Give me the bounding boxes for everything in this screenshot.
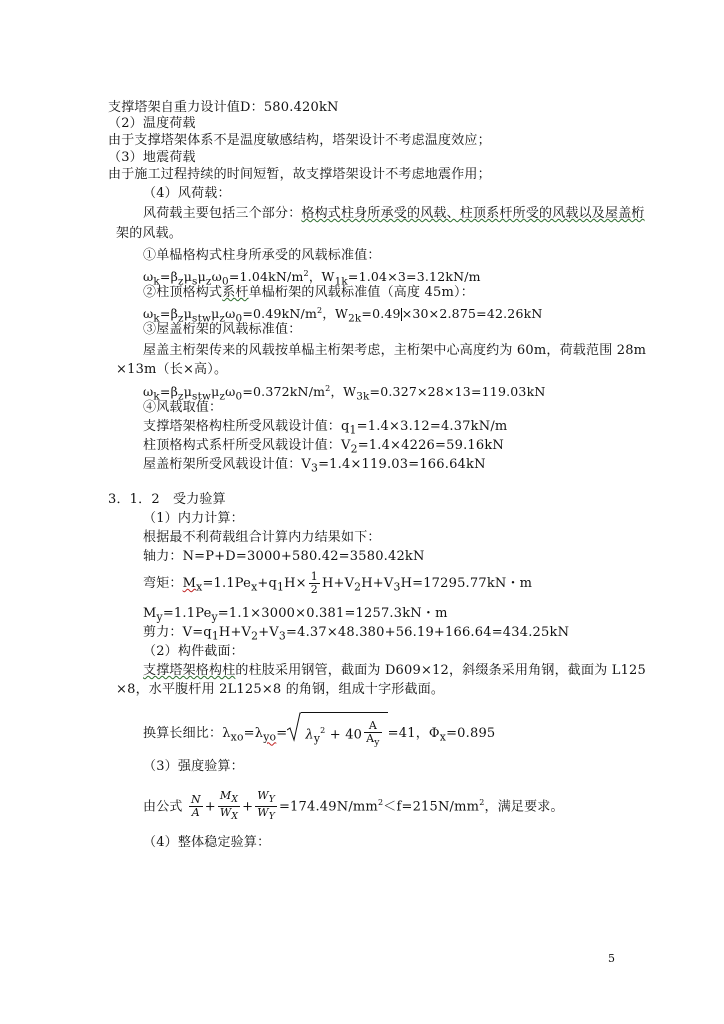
symbol: H× xyxy=(284,576,307,591)
symbol: ω xyxy=(225,306,236,322)
text: 支撑塔架自重力设计值D：580.420kN xyxy=(108,100,339,115)
symbol: H+V xyxy=(321,576,355,591)
text: ①单榀格构式柱身所承受的风载标准值： xyxy=(143,248,381,263)
subscript: 3 xyxy=(393,580,401,594)
numerator: A xyxy=(364,720,382,733)
text: 的柱肢采用钢管，截面为 D609×12，斜缀条采用角钢，截面为 L125 xyxy=(235,663,646,678)
subscript: y xyxy=(211,610,218,624)
subscript: 0 xyxy=(222,275,229,288)
formula-slenderness xyxy=(143,712,495,755)
subscript: 1 xyxy=(211,629,219,643)
symbol: =λ xyxy=(243,725,264,741)
subscript: y xyxy=(313,731,321,745)
denominator xyxy=(255,807,277,823)
symbol: ω xyxy=(143,306,154,322)
symbol: ω xyxy=(225,384,236,400)
symbol: W xyxy=(257,789,269,803)
subscript: z xyxy=(205,275,212,288)
value: =0.49 xyxy=(361,306,401,322)
text-line xyxy=(143,400,222,416)
numerator: N xyxy=(190,793,201,807)
value: =0.895 xyxy=(446,725,496,741)
symbol: ω xyxy=(211,269,223,285)
value: ＜f=215N/mm xyxy=(383,799,480,815)
text: 柱顶格构式系杆所受风载设计值：V xyxy=(143,438,351,453)
symbol: W xyxy=(219,806,232,820)
fraction xyxy=(255,790,277,823)
page-number: 5 xyxy=(608,952,615,965)
subscript: x xyxy=(439,730,447,744)
fraction xyxy=(364,720,382,749)
fraction xyxy=(189,794,203,819)
text: 屋盖桁架所受风载设计值：V xyxy=(143,457,311,472)
text: （2）温度荷载 xyxy=(108,116,196,131)
subscript: 3 xyxy=(311,461,319,475)
value: =1.04×3=3.12kN/m xyxy=(347,269,481,285)
superscript: 2 xyxy=(479,798,485,807)
value: =0.49kN/m xyxy=(242,306,318,322)
symbol: H+V xyxy=(218,625,252,640)
heading-cross-section xyxy=(143,644,244,660)
subscript: z xyxy=(178,312,184,325)
symbol: q xyxy=(341,419,350,434)
text-line xyxy=(143,322,301,338)
heading-temperature-load xyxy=(108,116,196,132)
subscript: 2 xyxy=(354,580,362,594)
subscript: 1 xyxy=(349,423,357,437)
text-line xyxy=(143,206,645,222)
text: （3）强度验算： xyxy=(143,759,244,774)
subscript: x xyxy=(251,580,258,594)
symbol: =β xyxy=(159,384,179,400)
text: （4）整体稳定验算： xyxy=(143,835,271,850)
fraction xyxy=(309,571,320,596)
text-line xyxy=(143,663,646,679)
text: 格构式柱身所承受的风载、柱顶系杆所受的风载以及屋盖桁 xyxy=(301,206,645,221)
text: 剪力：V=q xyxy=(143,625,212,640)
value: ×30×2.875=42.26kN xyxy=(401,306,543,322)
text: 根据最不利荷载组合计算内力结果如下： xyxy=(143,530,381,545)
text: 由于施工过程持续的时间短暂，故支撑塔架设计不考虑地震作用； xyxy=(108,167,491,182)
text-line xyxy=(143,530,381,546)
text: ×13m（长×高）。 xyxy=(116,362,228,377)
subscript: 2k xyxy=(348,312,362,325)
value: =41，Φ xyxy=(387,725,440,741)
denominator xyxy=(218,807,240,823)
text: ②柱顶格构式 xyxy=(143,285,223,300)
text-line xyxy=(143,419,507,439)
value: H=17295.77kN・m xyxy=(400,576,533,591)
numerator xyxy=(255,790,277,807)
symbol: + xyxy=(204,799,216,815)
text: 由于支撑塔架体系不是温度敏感结构，塔架设计不考虑温度效应； xyxy=(108,133,491,148)
subscript: z xyxy=(178,390,184,403)
numerator: 1 xyxy=(310,570,318,583)
heading-internal-force xyxy=(143,511,244,527)
text: 风荷载主要包括三个部分： xyxy=(143,206,302,221)
numerator xyxy=(218,790,240,807)
value: + 40 xyxy=(325,727,363,743)
text: ×8，水平腹杆用 2L125×8 的角钢，组成十字形截面。 xyxy=(116,682,445,697)
symbol: λ xyxy=(305,727,314,743)
text: 弯矩： xyxy=(143,576,183,591)
subscript: stw xyxy=(192,312,212,325)
text: 支撑塔架格构柱 xyxy=(143,663,236,678)
radical-sign-icon xyxy=(287,712,301,742)
text-line xyxy=(143,285,474,301)
symbol: M xyxy=(143,606,157,621)
formula-strength xyxy=(143,788,564,824)
symbol: μ xyxy=(183,384,193,400)
subscript: Y xyxy=(268,794,275,806)
heading-strength-check xyxy=(143,759,244,775)
text: （4）风荷载： xyxy=(143,186,231,201)
heading-seismic-load xyxy=(108,150,196,166)
text-line xyxy=(143,549,425,565)
value: =1.4×4226=59.16kN xyxy=(357,438,504,453)
subscript: k xyxy=(153,390,160,403)
text: 单榀桁架的风载标准值（高度 45m）： xyxy=(248,285,474,300)
text: ④风载取值： xyxy=(143,400,223,415)
subscript: 3k xyxy=(356,390,370,403)
text-line xyxy=(108,100,339,116)
subscript: Y xyxy=(268,811,275,823)
text-line xyxy=(143,457,486,477)
text-line xyxy=(116,226,182,242)
text: （1）内力计算： xyxy=(143,511,244,526)
text: 3．1．2 受力验算 xyxy=(108,492,226,507)
text: （3）地震荷载 xyxy=(108,150,196,165)
subscript: k xyxy=(153,312,160,325)
text-line xyxy=(143,248,381,264)
subscript: stw xyxy=(192,390,212,403)
symbol: =β xyxy=(159,269,179,285)
text-line xyxy=(108,167,491,183)
subscript: 1k xyxy=(334,275,348,288)
denominator: A xyxy=(191,806,200,820)
superscript: 2 xyxy=(303,269,309,278)
value: =1.1Pe xyxy=(202,576,252,591)
subscript: 3 xyxy=(278,629,286,643)
subscript: z xyxy=(219,390,226,403)
symbol: ，W xyxy=(308,269,335,285)
value: =0.327×28×13=119.03kN xyxy=(369,384,546,400)
text: （2）构件截面： xyxy=(143,644,244,659)
text: 屋盖主桁架传来的风载按单榀主桁架考虑，主桁架中心高度约为 60m，荷载范围 28m xyxy=(143,343,647,358)
text: 架的风载。 xyxy=(116,226,183,241)
subscript: 2 xyxy=(251,629,259,643)
symbol: μ xyxy=(211,384,220,400)
text: 由公式 xyxy=(143,799,183,815)
superscript: 2 xyxy=(377,798,384,807)
subscript: k xyxy=(153,275,160,288)
subscript: s xyxy=(192,275,198,288)
section-heading xyxy=(108,492,226,508)
value: =1.4×119.03=166.64kN xyxy=(318,457,486,472)
subscript: yo xyxy=(263,730,277,744)
symbol: ω xyxy=(143,269,154,285)
value: =0.372kN/m xyxy=(242,384,326,400)
subscript: X xyxy=(231,811,239,823)
subscript: 1 xyxy=(277,580,285,594)
text-line xyxy=(143,343,646,359)
text: ③屋盖桁架的风载标准值： xyxy=(143,322,302,337)
text-line xyxy=(116,682,444,698)
symbol: = xyxy=(276,725,288,741)
symbol: =β xyxy=(159,306,179,322)
formula-line xyxy=(143,570,532,602)
symbol: μ xyxy=(211,306,220,322)
symbol: ，W xyxy=(322,306,349,322)
value: =4.37×48.380+56.19+166.64=434.25kN xyxy=(286,625,570,640)
subscript: y xyxy=(156,610,163,624)
formula-line xyxy=(143,625,569,645)
square-root xyxy=(301,712,387,755)
superscript: 2 xyxy=(325,384,331,393)
symbol: H+V xyxy=(361,576,394,591)
fraction xyxy=(218,790,240,823)
symbol: W xyxy=(257,806,269,820)
subscript: 2 xyxy=(350,442,358,456)
symbol: ，W xyxy=(330,384,357,400)
text: 系杆 xyxy=(222,285,249,300)
denominator: 2 xyxy=(310,583,318,596)
value: =1.4×3.12=4.37kN/m xyxy=(356,419,508,434)
symbol: + xyxy=(242,799,254,815)
denominator xyxy=(364,733,382,749)
text: 轴力：N=P+D=3000+580.42=3580.42kN xyxy=(143,549,425,564)
subscript: x xyxy=(196,580,203,594)
subscript: 0 xyxy=(235,390,243,403)
value: =1.1Pe xyxy=(162,606,212,621)
symbol: A xyxy=(366,732,375,746)
subscript: X xyxy=(231,794,239,806)
text-line xyxy=(116,362,227,378)
superscript: 2 xyxy=(320,726,326,735)
subscript: z xyxy=(219,312,226,325)
symbol: M xyxy=(219,789,232,803)
value: =1.1×3000×0.381=1257.3kN・m xyxy=(217,606,448,621)
text: 支撑塔架格构柱所受风载设计值： xyxy=(143,419,342,434)
heading-wind-load xyxy=(143,186,231,202)
text-line xyxy=(143,438,504,458)
symbol: M xyxy=(182,576,197,591)
symbol: μ xyxy=(197,269,206,285)
subscript: xo xyxy=(230,730,244,744)
value: =174.49N/mm xyxy=(278,799,378,815)
text: ，满足要求。 xyxy=(484,799,564,815)
symbol: +V xyxy=(258,625,279,640)
subscript: 0 xyxy=(235,312,243,325)
symbol: ω xyxy=(143,384,154,400)
symbol: +q xyxy=(257,576,277,591)
superscript: 2 xyxy=(317,306,323,315)
text: 换算长细比：λ xyxy=(143,725,231,741)
subscript: z xyxy=(178,275,184,288)
formula-line xyxy=(143,606,448,626)
text-line xyxy=(108,133,491,149)
symbol: μ xyxy=(183,306,193,322)
value: =1.04kN/m xyxy=(228,269,304,285)
symbol: μ xyxy=(183,269,193,285)
heading-stability-check xyxy=(143,835,270,851)
subscript: y xyxy=(374,737,380,749)
